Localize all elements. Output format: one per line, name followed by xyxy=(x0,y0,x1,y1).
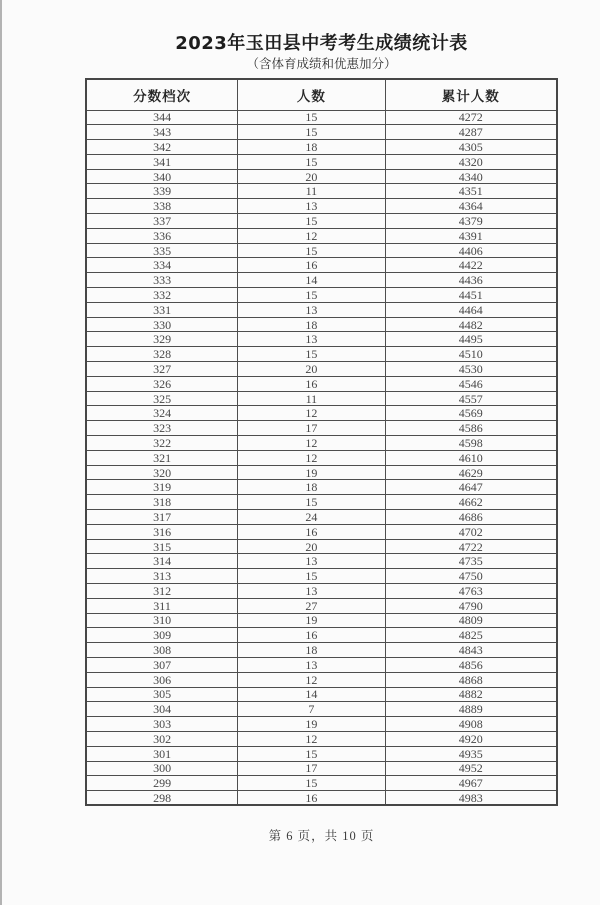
count-cell: 17 xyxy=(238,761,385,776)
table-row xyxy=(86,110,557,125)
cumulative-count-cell: 4482 xyxy=(385,317,557,332)
table-body xyxy=(86,110,557,805)
cumulative-count-cell: 4686 xyxy=(385,510,557,525)
table-row xyxy=(86,761,557,776)
count-cell: 19 xyxy=(238,465,385,480)
cumulative-count-cell: 4868 xyxy=(385,672,557,687)
table-row xyxy=(86,672,557,687)
cumulative-count-cell: 4610 xyxy=(385,450,557,465)
table-row xyxy=(86,391,557,406)
table-row xyxy=(86,154,557,169)
score-level-cell: 311 xyxy=(86,598,238,613)
score-level-cell: 333 xyxy=(86,273,238,288)
page-number: 第 6 页，共 10 页 xyxy=(268,829,375,844)
table-row xyxy=(86,376,557,391)
table-row xyxy=(86,613,557,628)
cumulative-count-cell: 4391 xyxy=(385,228,557,243)
cumulative-count-cell: 4557 xyxy=(385,391,557,406)
score-level-cell: 330 xyxy=(86,317,238,332)
cumulative-count-cell: 4843 xyxy=(385,643,557,658)
table-row xyxy=(86,687,557,702)
score-statistics-table xyxy=(85,78,558,806)
cumulative-count-cell: 4530 xyxy=(385,362,557,377)
count-cell: 13 xyxy=(238,332,385,347)
score-level-cell: 326 xyxy=(86,376,238,391)
table-row xyxy=(86,746,557,761)
table-row xyxy=(86,184,557,199)
count-cell: 11 xyxy=(238,184,385,199)
count-cell: 7 xyxy=(238,702,385,717)
score-level-cell: 344 xyxy=(86,110,238,125)
cumulative-count-cell: 4983 xyxy=(385,791,557,806)
cumulative-count-cell: 4702 xyxy=(385,524,557,539)
table-row xyxy=(86,539,557,554)
scan-left-edge xyxy=(0,0,2,905)
score-level-cell: 341 xyxy=(86,154,238,169)
column-header-count: 人数 xyxy=(238,79,385,110)
count-cell: 18 xyxy=(238,480,385,495)
count-cell: 27 xyxy=(238,598,385,613)
cumulative-count-cell: 4495 xyxy=(385,332,557,347)
table-row xyxy=(86,776,557,791)
count-cell: 19 xyxy=(238,717,385,732)
table-row xyxy=(86,717,557,732)
cumulative-count-cell: 4809 xyxy=(385,613,557,628)
cumulative-count-cell: 4662 xyxy=(385,495,557,510)
table-row xyxy=(86,495,557,510)
table-row xyxy=(86,273,557,288)
score-level-cell: 320 xyxy=(86,465,238,480)
score-level-cell: 339 xyxy=(86,184,238,199)
table-row xyxy=(86,643,557,658)
cumulative-count-cell: 4935 xyxy=(385,746,557,761)
table-row xyxy=(86,199,557,214)
score-level-cell: 300 xyxy=(86,761,238,776)
score-level-cell: 316 xyxy=(86,524,238,539)
cumulative-count-cell: 4598 xyxy=(385,436,557,451)
count-cell: 15 xyxy=(238,125,385,140)
count-cell: 20 xyxy=(238,362,385,377)
score-level-cell: 334 xyxy=(86,258,238,273)
count-cell: 12 xyxy=(238,436,385,451)
score-level-cell: 321 xyxy=(86,450,238,465)
table-row xyxy=(86,569,557,584)
score-level-cell: 336 xyxy=(86,228,238,243)
count-cell: 13 xyxy=(238,302,385,317)
document-page xyxy=(85,0,558,844)
count-cell: 24 xyxy=(238,510,385,525)
cumulative-count-cell: 4889 xyxy=(385,702,557,717)
score-level-cell: 335 xyxy=(86,243,238,258)
count-cell: 15 xyxy=(238,495,385,510)
table-row xyxy=(86,657,557,672)
score-level-cell: 312 xyxy=(86,584,238,599)
count-cell: 15 xyxy=(238,288,385,303)
count-cell: 15 xyxy=(238,110,385,125)
score-level-cell: 315 xyxy=(86,539,238,554)
score-level-cell: 323 xyxy=(86,421,238,436)
cumulative-count-cell: 4364 xyxy=(385,199,557,214)
cumulative-count-cell: 4320 xyxy=(385,154,557,169)
score-level-cell: 322 xyxy=(86,436,238,451)
score-level-cell: 307 xyxy=(86,657,238,672)
cumulative-count-cell: 4305 xyxy=(385,140,557,155)
table-row xyxy=(86,598,557,613)
cumulative-count-cell: 4647 xyxy=(385,480,557,495)
cumulative-count-cell: 4510 xyxy=(385,347,557,362)
score-level-cell: 331 xyxy=(86,302,238,317)
count-cell: 15 xyxy=(238,569,385,584)
cumulative-count-cell: 4379 xyxy=(385,214,557,229)
count-cell: 17 xyxy=(238,421,385,436)
table-row xyxy=(86,702,557,717)
cumulative-count-cell: 4722 xyxy=(385,539,557,554)
cumulative-count-cell: 4586 xyxy=(385,421,557,436)
count-cell: 15 xyxy=(238,214,385,229)
table-row xyxy=(86,465,557,480)
table-row xyxy=(86,288,557,303)
table-row xyxy=(86,125,557,140)
cumulative-count-cell: 4351 xyxy=(385,184,557,199)
cumulative-count-cell: 4967 xyxy=(385,776,557,791)
score-level-cell: 329 xyxy=(86,332,238,347)
table-row xyxy=(86,214,557,229)
score-level-cell: 305 xyxy=(86,687,238,702)
cumulative-count-cell: 4790 xyxy=(385,598,557,613)
count-cell: 14 xyxy=(238,687,385,702)
cumulative-count-cell: 4340 xyxy=(385,169,557,184)
score-level-cell: 299 xyxy=(86,776,238,791)
score-level-cell: 318 xyxy=(86,495,238,510)
count-cell: 20 xyxy=(238,539,385,554)
count-cell: 16 xyxy=(238,791,385,806)
score-level-cell: 340 xyxy=(86,169,238,184)
score-level-cell: 304 xyxy=(86,702,238,717)
table-row xyxy=(86,436,557,451)
table-row xyxy=(86,258,557,273)
count-cell: 20 xyxy=(238,169,385,184)
count-cell: 13 xyxy=(238,554,385,569)
count-cell: 12 xyxy=(238,450,385,465)
table-row xyxy=(86,347,557,362)
count-cell: 14 xyxy=(238,273,385,288)
cumulative-count-cell: 4422 xyxy=(385,258,557,273)
cumulative-count-cell: 4464 xyxy=(385,302,557,317)
count-cell: 13 xyxy=(238,584,385,599)
cumulative-count-cell: 4920 xyxy=(385,731,557,746)
count-cell: 19 xyxy=(238,613,385,628)
cumulative-count-cell: 4750 xyxy=(385,569,557,584)
score-level-cell: 328 xyxy=(86,347,238,362)
table-row xyxy=(86,510,557,525)
table-row xyxy=(86,362,557,377)
table-row xyxy=(86,317,557,332)
column-header-score-level: 分数档次 xyxy=(86,79,238,110)
count-cell: 15 xyxy=(238,154,385,169)
cumulative-count-cell: 4569 xyxy=(385,406,557,421)
table-row xyxy=(86,228,557,243)
table-row xyxy=(86,628,557,643)
count-cell: 15 xyxy=(238,347,385,362)
cumulative-count-cell: 4908 xyxy=(385,717,557,732)
count-cell: 12 xyxy=(238,406,385,421)
score-level-cell: 314 xyxy=(86,554,238,569)
table-row xyxy=(86,140,557,155)
table-row xyxy=(86,421,557,436)
score-level-cell: 301 xyxy=(86,746,238,761)
table-row xyxy=(86,791,557,806)
cumulative-count-cell: 4735 xyxy=(385,554,557,569)
score-level-cell: 298 xyxy=(86,791,238,806)
cumulative-count-cell: 4856 xyxy=(385,657,557,672)
cumulative-count-cell: 4451 xyxy=(385,288,557,303)
cumulative-count-cell: 4629 xyxy=(385,465,557,480)
score-level-cell: 325 xyxy=(86,391,238,406)
score-level-cell: 308 xyxy=(86,643,238,658)
count-cell: 13 xyxy=(238,199,385,214)
count-cell: 13 xyxy=(238,657,385,672)
count-cell: 16 xyxy=(238,524,385,539)
count-cell: 12 xyxy=(238,672,385,687)
cumulative-count-cell: 4287 xyxy=(385,125,557,140)
table-row xyxy=(86,584,557,599)
table-row xyxy=(86,302,557,317)
table-row xyxy=(86,524,557,539)
table-row xyxy=(86,169,557,184)
count-cell: 15 xyxy=(238,243,385,258)
cumulative-count-cell: 4406 xyxy=(385,243,557,258)
score-level-cell: 303 xyxy=(86,717,238,732)
score-level-cell: 310 xyxy=(86,613,238,628)
table-row xyxy=(86,243,557,258)
count-cell: 12 xyxy=(238,228,385,243)
count-cell: 15 xyxy=(238,746,385,761)
count-cell: 18 xyxy=(238,317,385,332)
score-level-cell: 313 xyxy=(86,569,238,584)
table-row xyxy=(86,554,557,569)
cumulative-count-cell: 4882 xyxy=(385,687,557,702)
score-level-cell: 332 xyxy=(86,288,238,303)
count-cell: 11 xyxy=(238,391,385,406)
cumulative-count-cell: 4436 xyxy=(385,273,557,288)
count-cell: 15 xyxy=(238,776,385,791)
count-cell: 16 xyxy=(238,376,385,391)
table-row xyxy=(86,450,557,465)
score-level-cell: 306 xyxy=(86,672,238,687)
score-level-cell: 343 xyxy=(86,125,238,140)
score-level-cell: 337 xyxy=(86,214,238,229)
score-level-cell: 309 xyxy=(86,628,238,643)
count-cell: 18 xyxy=(238,643,385,658)
score-level-cell: 324 xyxy=(86,406,238,421)
table-row xyxy=(86,332,557,347)
score-level-cell: 338 xyxy=(86,199,238,214)
count-cell: 16 xyxy=(238,628,385,643)
page-title: 2023年玉田县中考考生成绩统计表 xyxy=(175,33,468,54)
column-header-cumulative-count: 累计人数 xyxy=(385,79,557,110)
score-level-cell: 302 xyxy=(86,731,238,746)
cumulative-count-cell: 4825 xyxy=(385,628,557,643)
page-subtitle: （含体育成绩和优惠加分） xyxy=(246,57,397,71)
score-level-cell: 342 xyxy=(86,140,238,155)
cumulative-count-cell: 4272 xyxy=(385,110,557,125)
table-header-row xyxy=(86,79,557,110)
cumulative-count-cell: 4546 xyxy=(385,376,557,391)
count-cell: 16 xyxy=(238,258,385,273)
score-level-cell: 317 xyxy=(86,510,238,525)
count-cell: 12 xyxy=(238,731,385,746)
table-row xyxy=(86,406,557,421)
cumulative-count-cell: 4952 xyxy=(385,761,557,776)
table-row xyxy=(86,480,557,495)
table-row xyxy=(86,731,557,746)
score-level-cell: 319 xyxy=(86,480,238,495)
count-cell: 18 xyxy=(238,140,385,155)
score-level-cell: 327 xyxy=(86,362,238,377)
cumulative-count-cell: 4763 xyxy=(385,584,557,599)
